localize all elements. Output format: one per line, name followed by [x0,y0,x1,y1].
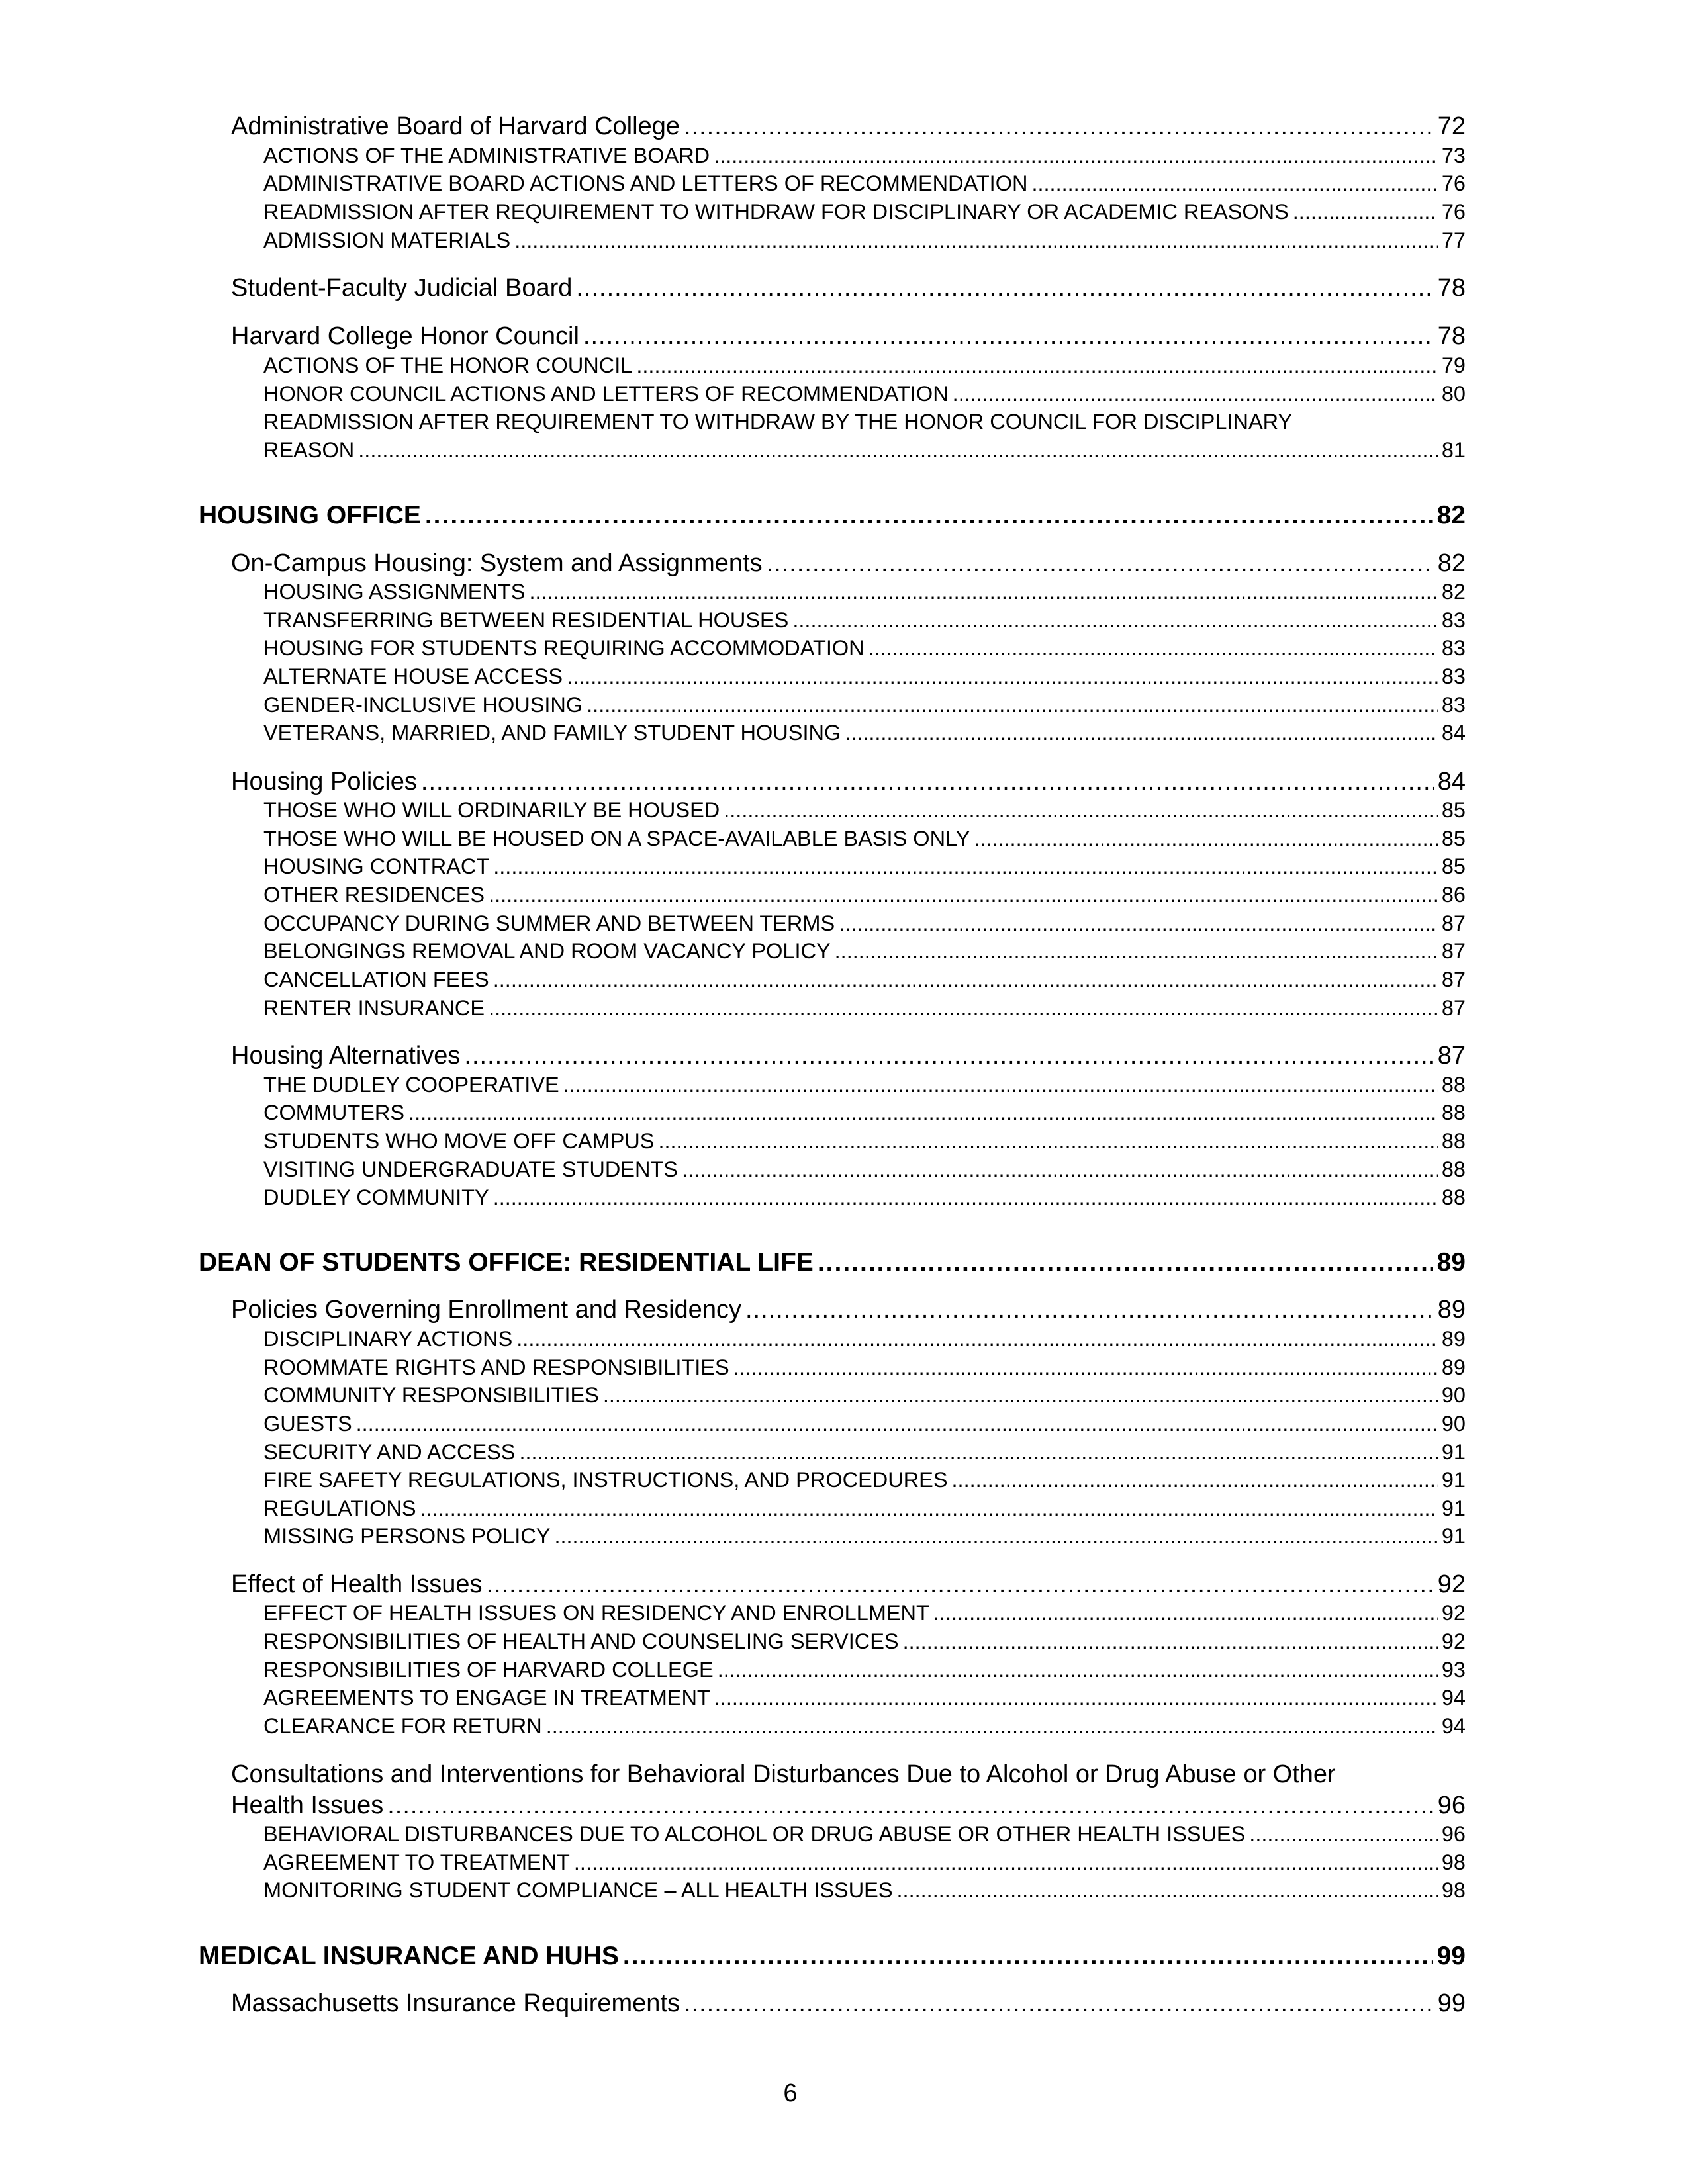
toc-entry-page: 93 [1441,1658,1466,1682]
toc-entry[interactable] [263,438,1466,463]
dot-leader [636,353,1437,378]
toc-entry-title: Policies Governing Enrollment and Residency [231,1296,741,1324]
toc-entry-page: 83 [1441,636,1466,660]
dot-leader [682,1158,1438,1182]
toc-entry[interactable] [263,1658,1466,1682]
toc-entry[interactable] [263,608,1466,633]
dot-leader [425,501,1433,530]
toc-entry[interactable] [263,580,1466,604]
toc-entry-page: 76 [1441,171,1466,195]
toc-entry-title: BEHAVIORAL DISTURBANCES DUE TO ALCOHOL OR DRUG ABUSE OR OTHER HEALTH ISSUES [263,1822,1246,1846]
toc-entry-title: Administrative Board of Harvard College [231,113,680,140]
toc-section-title: HOUSING OFFICE [199,501,421,529]
toc-entry-page: 82 [1441,580,1466,604]
toc-entry-title: VETERANS, MARRIED, AND FAMILY STUDENT HOUSING [263,721,841,745]
toc-entry-page: 85 [1441,827,1466,850]
toc-entry-title: DISCIPLINARY ACTIONS [263,1327,513,1351]
toc-entry[interactable] [231,1296,1466,1324]
dot-leader [623,1942,1433,1971]
toc-entry[interactable] [263,827,1466,851]
dot-leader [1293,200,1438,224]
toc-entry-page: 83 [1441,608,1466,632]
dot-leader [493,854,1438,879]
toc-entry-title: ADMISSION MATERIALS [263,228,511,252]
toc-entry[interactable] [231,113,1466,141]
toc-entry[interactable] [263,1185,1466,1210]
toc-entry[interactable] [263,854,1466,879]
dot-leader [603,1383,1438,1408]
toc-entry-page: 98 [1441,1850,1466,1874]
toc-section[interactable] [199,1942,1466,1971]
dot-leader [583,322,1434,351]
toc-entry-title: READMISSION AFTER REQUIREMENT TO WITHDRAW BY THE HONOR COUNCIL FOR DISCIPLINARY [263,410,1293,433]
toc-entry-title: HOUSING ASSIGNMENTS [263,580,526,604]
dot-leader [554,1524,1437,1549]
toc-entry-title: OCCUPANCY DURING SUMMER AND BETWEEN TERMS [263,911,835,935]
toc-entry[interactable] [263,996,1466,1021]
toc-entry[interactable] [263,911,1466,936]
toc-entry-title: READMISSION AFTER REQUIREMENT TO WITHDRAW FOR DISCIPLINARY OR ACADEMIC REASONS [263,200,1289,224]
dot-leader [516,1327,1438,1351]
dot-leader [953,382,1438,406]
toc-entry[interactable] [263,1383,1466,1408]
toc-entry[interactable] [263,171,1466,196]
dot-leader [724,798,1438,823]
toc-entry-title: ROOMMATE RIGHTS AND RESPONSIBILITIES [263,1355,729,1379]
dot-leader [1031,171,1437,196]
toc-entry[interactable] [263,1686,1466,1710]
toc-entry[interactable] [263,664,1466,689]
toc-section[interactable] [199,1248,1466,1277]
toc-entry-title: VISITING UNDERGRADUATE STUDENTS [263,1158,678,1181]
toc-entry-title: FIRE SAFETY REGULATIONS, INSTRUCTIONS, AND PROCEDURES [263,1468,948,1492]
toc-entry[interactable] [231,1792,1466,1820]
toc-entry-page: 91 [1441,1440,1466,1464]
toc-entry-page: 88 [1441,1101,1466,1124]
toc-entry-title: THOSE WHO WILL BE HOUSED ON A SPACE-AVAILABLE BASIS ONLY [263,827,970,850]
dot-leader [974,827,1437,851]
toc-entry-title: REASON [263,438,355,462]
dot-leader [684,1989,1434,2018]
toc-entry[interactable] [263,1714,1466,1739]
toc-entry-page: 88 [1441,1073,1466,1097]
toc-entry-page: 73 [1441,144,1466,167]
toc-section[interactable] [199,501,1466,530]
toc-entry-page: 99 [1437,1989,1466,2017]
toc-entry-page: 87 [1441,968,1466,991]
toc-entry-page: 90 [1441,1412,1466,1435]
dot-leader [489,996,1438,1021]
toc-entry-page: 83 [1441,693,1466,717]
toc-entry-title: AGREEMENT TO TREATMENT [263,1850,570,1874]
dot-leader [835,939,1438,964]
toc-entry[interactable] [231,549,1466,578]
dot-leader [546,1714,1438,1739]
dot-leader [493,1185,1438,1210]
dot-leader [718,1658,1438,1682]
toc-entry[interactable] [263,1129,1466,1154]
toc-entry-title: Consultations and Interventions for Behavioral Disturbances Due to Alcohol or Drug Abuse or Other [231,1760,1336,1788]
dot-leader [714,1686,1438,1710]
toc-entry[interactable] [263,1327,1466,1351]
toc-entry-page: 78 [1437,322,1466,350]
toc-entry[interactable] [263,1355,1466,1380]
dot-leader [420,1496,1438,1521]
toc-entry-page: 82 [1437,549,1466,577]
toc-entry-page: 87 [1441,911,1466,935]
toc-entry-title: EFFECT OF HEALTH ISSUES ON RESIDENCY AND ENROLLMENT [263,1601,929,1625]
toc-section-page: 99 [1436,1942,1466,1970]
toc-entry-title: ACTIONS OF THE HONOR COUNCIL [263,353,633,377]
toc-entry-title: MONITORING STUDENT COMPLIANCE – ALL HEALTH ISSUES [263,1878,893,1902]
dot-leader [745,1296,1434,1324]
dot-leader [358,438,1438,463]
dot-leader [489,883,1438,907]
toc-entry-title: CLEARANCE FOR RETURN [263,1714,542,1738]
toc-entry-page: 79 [1441,353,1466,377]
toc-entry[interactable] [231,322,1466,351]
toc-entry-page: 89 [1441,1327,1466,1351]
toc-entry-page: 85 [1441,798,1466,822]
toc-section-page: 82 [1436,501,1466,529]
dot-leader [897,1878,1438,1903]
dot-leader [684,113,1434,141]
dot-leader [493,968,1438,992]
toc-entry-page: 86 [1441,883,1466,907]
toc-entry-title: RESPONSIBILITIES OF HEALTH AND COUNSELING SERVICES [263,1629,899,1653]
toc-entry-page: 94 [1441,1714,1466,1738]
toc-entry[interactable] [263,1601,1466,1625]
toc-entry-page: 84 [1437,768,1466,796]
dot-leader [767,549,1434,578]
toc-section-page: 89 [1436,1248,1466,1277]
toc-entry[interactable] [263,353,1466,378]
toc-entry-page: 88 [1441,1185,1466,1209]
dot-leader [563,1073,1438,1097]
dot-leader [356,1412,1438,1436]
toc-entry-title: DUDLEY COMMUNITY [263,1185,489,1209]
toc-entry-title: GUESTS [263,1412,352,1435]
toc-entry-page: 88 [1441,1158,1466,1181]
toc-entry-title: AGREEMENTS TO ENGAGE IN TREATMENT [263,1686,710,1709]
toc-entry[interactable] [263,382,1466,406]
dot-leader [952,1468,1438,1492]
toc-entry-title: SECURITY AND ACCESS [263,1440,516,1464]
dot-leader [567,664,1438,689]
toc-entry-page: 90 [1441,1383,1466,1407]
dot-leader [868,636,1438,660]
toc-entry-page: 85 [1441,854,1466,878]
dot-leader [933,1601,1438,1625]
toc-entry[interactable] [263,798,1466,823]
toc-entry-page: 96 [1437,1792,1466,1819]
toc-entry-title: Housing Alternatives [231,1042,461,1069]
toc-entry-title: STUDENTS WHO MOVE OFF CAMPUS [263,1129,655,1153]
dot-leader [387,1792,1433,1820]
toc-entry-title: THOSE WHO WILL ORDINARILY BE HOUSED [263,798,720,822]
toc-entry-title: Harvard College Honor Council [231,322,579,350]
toc-entry-title: COMMUNITY RESPONSIBILITIES [263,1383,599,1407]
toc-entry-page: 76 [1441,200,1466,224]
toc-entry-title: ALTERNATE HOUSE ACCESS [263,664,563,688]
toc-entry-page: 89 [1441,1355,1466,1379]
toc-entry[interactable] [231,1570,1466,1599]
toc-entry[interactable] [231,274,1466,302]
toc-entry-page: 87 [1441,996,1466,1020]
toc-entry-title: On-Campus Housing: System and Assignments [231,549,763,577]
toc-entry[interactable] [263,1158,1466,1182]
toc-entry-page: 78 [1437,274,1466,302]
toc-entry-page: 96 [1441,1822,1466,1846]
toc-entry-title: ACTIONS OF THE ADMINISTRATIVE BOARD [263,144,710,167]
dot-leader [714,144,1438,168]
dot-leader [586,693,1438,717]
toc-entry[interactable] [263,883,1466,907]
toc-entry-title: MISSING PERSONS POLICY [263,1524,551,1548]
toc-entry-page: 88 [1441,1129,1466,1153]
toc-entry[interactable] [263,1412,1466,1436]
toc-entry-page: 84 [1441,721,1466,745]
dot-leader [845,721,1438,745]
toc-entry[interactable] [263,200,1466,224]
toc-entry[interactable] [263,1101,1466,1125]
toc-entry[interactable] [263,1850,1466,1875]
toc-entry[interactable] [263,228,1466,253]
dot-leader [464,1042,1433,1070]
toc-entry-page: 83 [1441,664,1466,688]
toc-entry-page: 94 [1441,1686,1466,1709]
toc-entry[interactable] [263,410,1489,434]
toc-entry[interactable] [231,1042,1466,1070]
toc-entry[interactable] [263,636,1466,660]
toc-entry-page: 77 [1441,228,1466,252]
toc-entry[interactable] [263,144,1466,168]
toc-entry-page: 87 [1441,939,1466,963]
dot-leader [408,1101,1438,1125]
toc-entry[interactable] [231,1989,1466,2018]
toc-entry[interactable] [263,1073,1466,1097]
toc-entry-page: 89 [1437,1296,1466,1324]
toc-entry[interactable] [263,1524,1466,1549]
toc-entry-page: 98 [1441,1878,1466,1902]
toc-entry[interactable] [263,693,1466,717]
toc-entry-page: 72 [1437,113,1466,140]
toc-entry[interactable] [263,1822,1466,1846]
toc-entry[interactable] [263,968,1466,992]
dot-leader [514,228,1438,253]
dot-leader [658,1129,1437,1154]
toc-entry-title: RESPONSIBILITIES OF HARVARD COLLEGE [263,1658,714,1682]
dot-leader [818,1248,1433,1277]
toc-entry-title: Student-Faculty Judicial Board [231,274,573,302]
toc-entry-title: Housing Policies [231,768,417,796]
toc-entry-page: 91 [1441,1496,1466,1520]
dot-leader [487,1570,1434,1599]
toc-entry-title: BELONGINGS REMOVAL AND ROOM VACANCY POLICY [263,939,831,963]
toc-entry-title: TRANSFERRING BETWEEN RESIDENTIAL HOUSES [263,608,789,632]
toc-entry-title: GENDER-INCLUSIVE HOUSING [263,693,583,717]
toc-entry-title: Health Issues [231,1792,384,1819]
toc-entry-title: HOUSING CONTRACT [263,854,490,878]
toc-entry[interactable] [263,1468,1466,1492]
toc-entry-title: REGULATIONS [263,1496,416,1520]
toc-entry-page: 91 [1441,1524,1466,1548]
dot-leader [421,768,1434,796]
toc-entry-title: HOUSING FOR STUDENTS REQUIRING ACCOMMODATION [263,636,865,660]
toc-entry-page: 92 [1441,1629,1466,1653]
toc-entry-title: CANCELLATION FEES [263,968,489,991]
page-number: 6 [783,2079,798,2107]
toc-entry-page: 87 [1437,1042,1466,1069]
toc-entry-page: 92 [1437,1570,1466,1598]
toc-entry-title: HONOR COUNCIL ACTIONS AND LETTERS OF RECOMMENDATION [263,382,949,406]
dot-leader [1249,1822,1438,1846]
toc-entry-title: RENTER INSURANCE [263,996,485,1020]
dot-leader [529,580,1437,604]
toc-entry-title: Effect of Health Issues [231,1570,483,1598]
toc-entry[interactable] [231,1760,1489,1789]
toc-entry-page: 80 [1441,382,1466,406]
toc-section-title: DEAN OF STUDENTS OFFICE: RESIDENTIAL LIFE [199,1248,814,1277]
toc-entry-page: 91 [1441,1468,1466,1492]
dot-leader [519,1440,1437,1465]
toc-entry[interactable] [263,721,1466,745]
toc-entry-title: COMMUTERS [263,1101,405,1124]
toc-entry[interactable] [263,939,1466,964]
toc-entry-page: 92 [1441,1601,1466,1625]
toc-entry-title: THE DUDLEY COOPERATIVE [263,1073,559,1097]
dot-leader [792,608,1437,633]
toc-entry[interactable] [231,768,1466,796]
toc-entry[interactable] [263,1878,1466,1903]
toc-entry[interactable] [263,1629,1466,1654]
dot-leader [733,1355,1438,1380]
toc-entry-title: Massachusetts Insurance Requirements [231,1989,680,2017]
dot-leader [574,1850,1438,1875]
toc-entry-page: 81 [1441,438,1466,462]
dot-leader [903,1629,1438,1654]
toc-section-title: MEDICAL INSURANCE AND HUHS [199,1942,619,1970]
toc-entry-title: OTHER RESIDENCES [263,883,485,907]
toc-entry-title: ADMINISTRATIVE BOARD ACTIONS AND LETTERS OF RECOMMENDATION [263,171,1028,195]
toc-entry[interactable] [263,1496,1466,1521]
toc-entry[interactable] [263,1440,1466,1465]
dot-leader [839,911,1438,936]
dot-leader [576,274,1433,302]
